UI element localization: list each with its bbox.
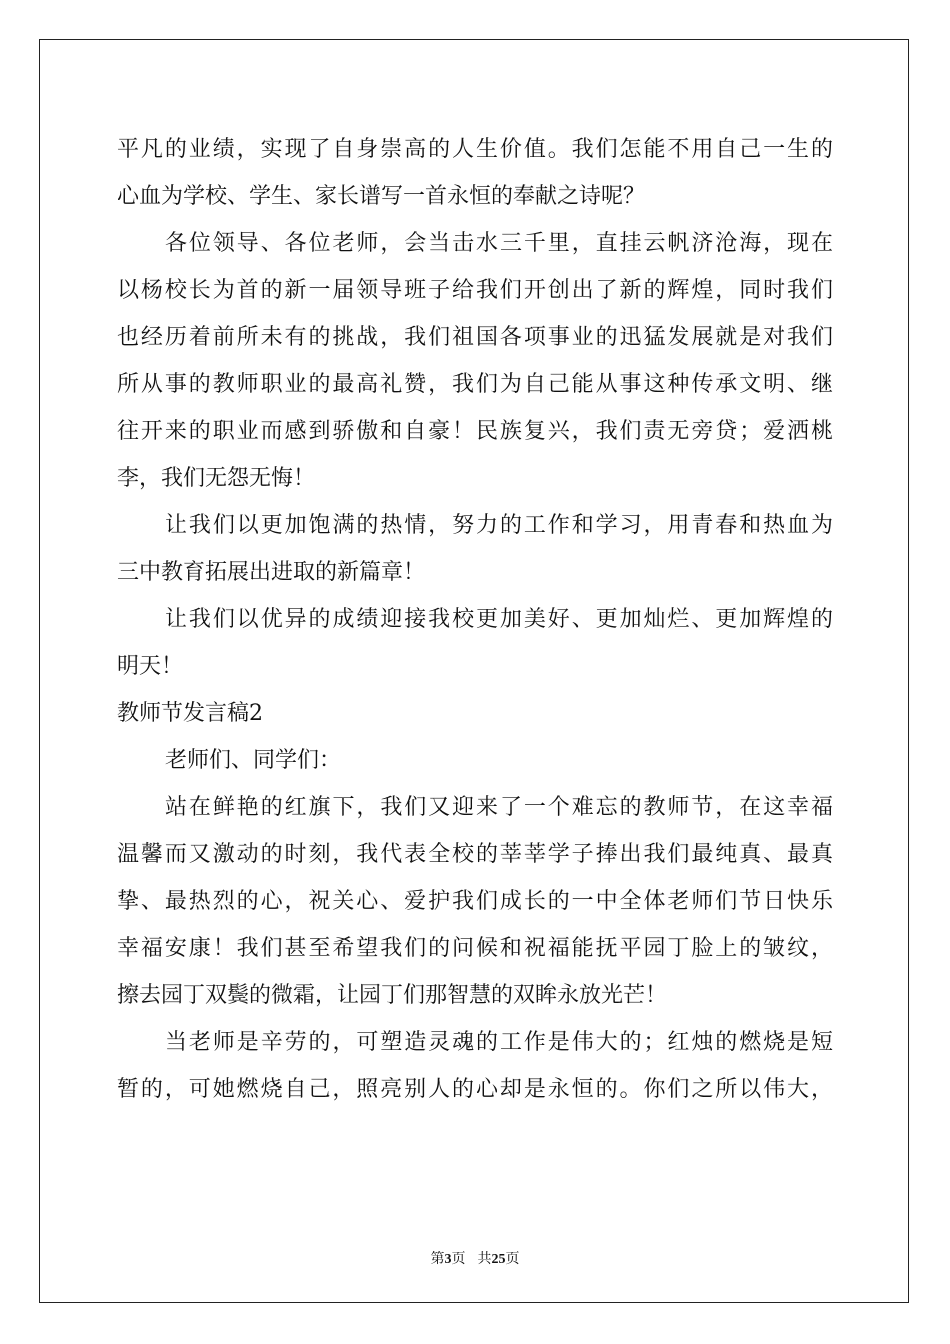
- text-line-18: 幸福安康！我们甚至希望我们的问候和祝福能抚平园丁脸上的皱纹，: [117, 936, 833, 961]
- text-line-3: 各位领导、各位老师，会当击水三千里，直挂云帆济沧海，现在: [165, 231, 833, 256]
- text-line-17: 挚、最热烈的心，祝关心、爱护我们成长的一中全体老师们节日快乐: [117, 889, 833, 914]
- text-line-12: 明天！: [117, 654, 184, 679]
- text-line-6: 所从事的教师职业的最高礼赞，我们为自己能从事这种传承文明、继: [117, 372, 833, 397]
- text-line-11: 让我们以优异的成绩迎接我校更加美好、更加灿烂、更加辉煌的: [165, 607, 833, 632]
- text-line-5: 也经历着前所未有的挑战，我们祖国各项事业的迅猛发展就是对我们: [117, 325, 833, 350]
- text-line-9: 让我们以更加饱满的热情，努力的工作和学习，用青春和热血为: [165, 513, 833, 538]
- page-prefix: 第: [430, 1251, 445, 1267]
- page-footer: [0, 1248, 950, 1268]
- text-line-4: 以杨校长为首的新一届领导班子给我们开创出了新的辉煌，同时我们: [117, 278, 833, 303]
- text-line-19: 擦去园丁双鬓的微霜，让园丁们那智慧的双眸永放光芒！: [117, 983, 668, 1008]
- document-body: [117, 126, 833, 1113]
- text-line-1: 平凡的业绩，实现了自身崇高的人生价值。我们怎能不用自己一生的: [117, 137, 833, 162]
- text-line-20: 当老师是辛劳的，可塑造灵魂的工作是伟大的；红烛的燃烧是短: [165, 1030, 833, 1055]
- text-line-16: 温馨而又激动的时刻，我代表全校的莘莘学子捧出我们最纯真、最真: [117, 842, 833, 867]
- total-suffix: 页: [505, 1251, 520, 1267]
- total-pages: 25: [491, 1252, 506, 1267]
- page-number: 3: [444, 1252, 452, 1267]
- text-line-7: 往开来的职业而感到骄傲和自豪！民族复兴，我们责无旁贷；爱洒桃: [117, 419, 833, 444]
- section-heading: 教师节发言稿2: [117, 701, 263, 726]
- total-prefix: 共: [477, 1251, 492, 1267]
- text-line-2: 心血为学校、学生、家长谱写一首永恒的奉献之诗呢？: [117, 184, 646, 209]
- page-suffix: 页: [451, 1251, 466, 1267]
- text-line-10: 三中教育拓展出进取的新篇章！: [117, 560, 426, 585]
- text-line-21: 暂的，可她燃烧自己，照亮别人的心却是永恒的。你们之所以伟大，: [117, 1077, 833, 1102]
- text-line-8: 李，我们无怨无悔！: [117, 466, 316, 491]
- text-line-15: 站在鲜艳的红旗下，我们又迎来了一个难忘的教师节，在这幸福: [165, 795, 833, 820]
- salutation-line: 老师们、同学们：: [165, 748, 342, 773]
